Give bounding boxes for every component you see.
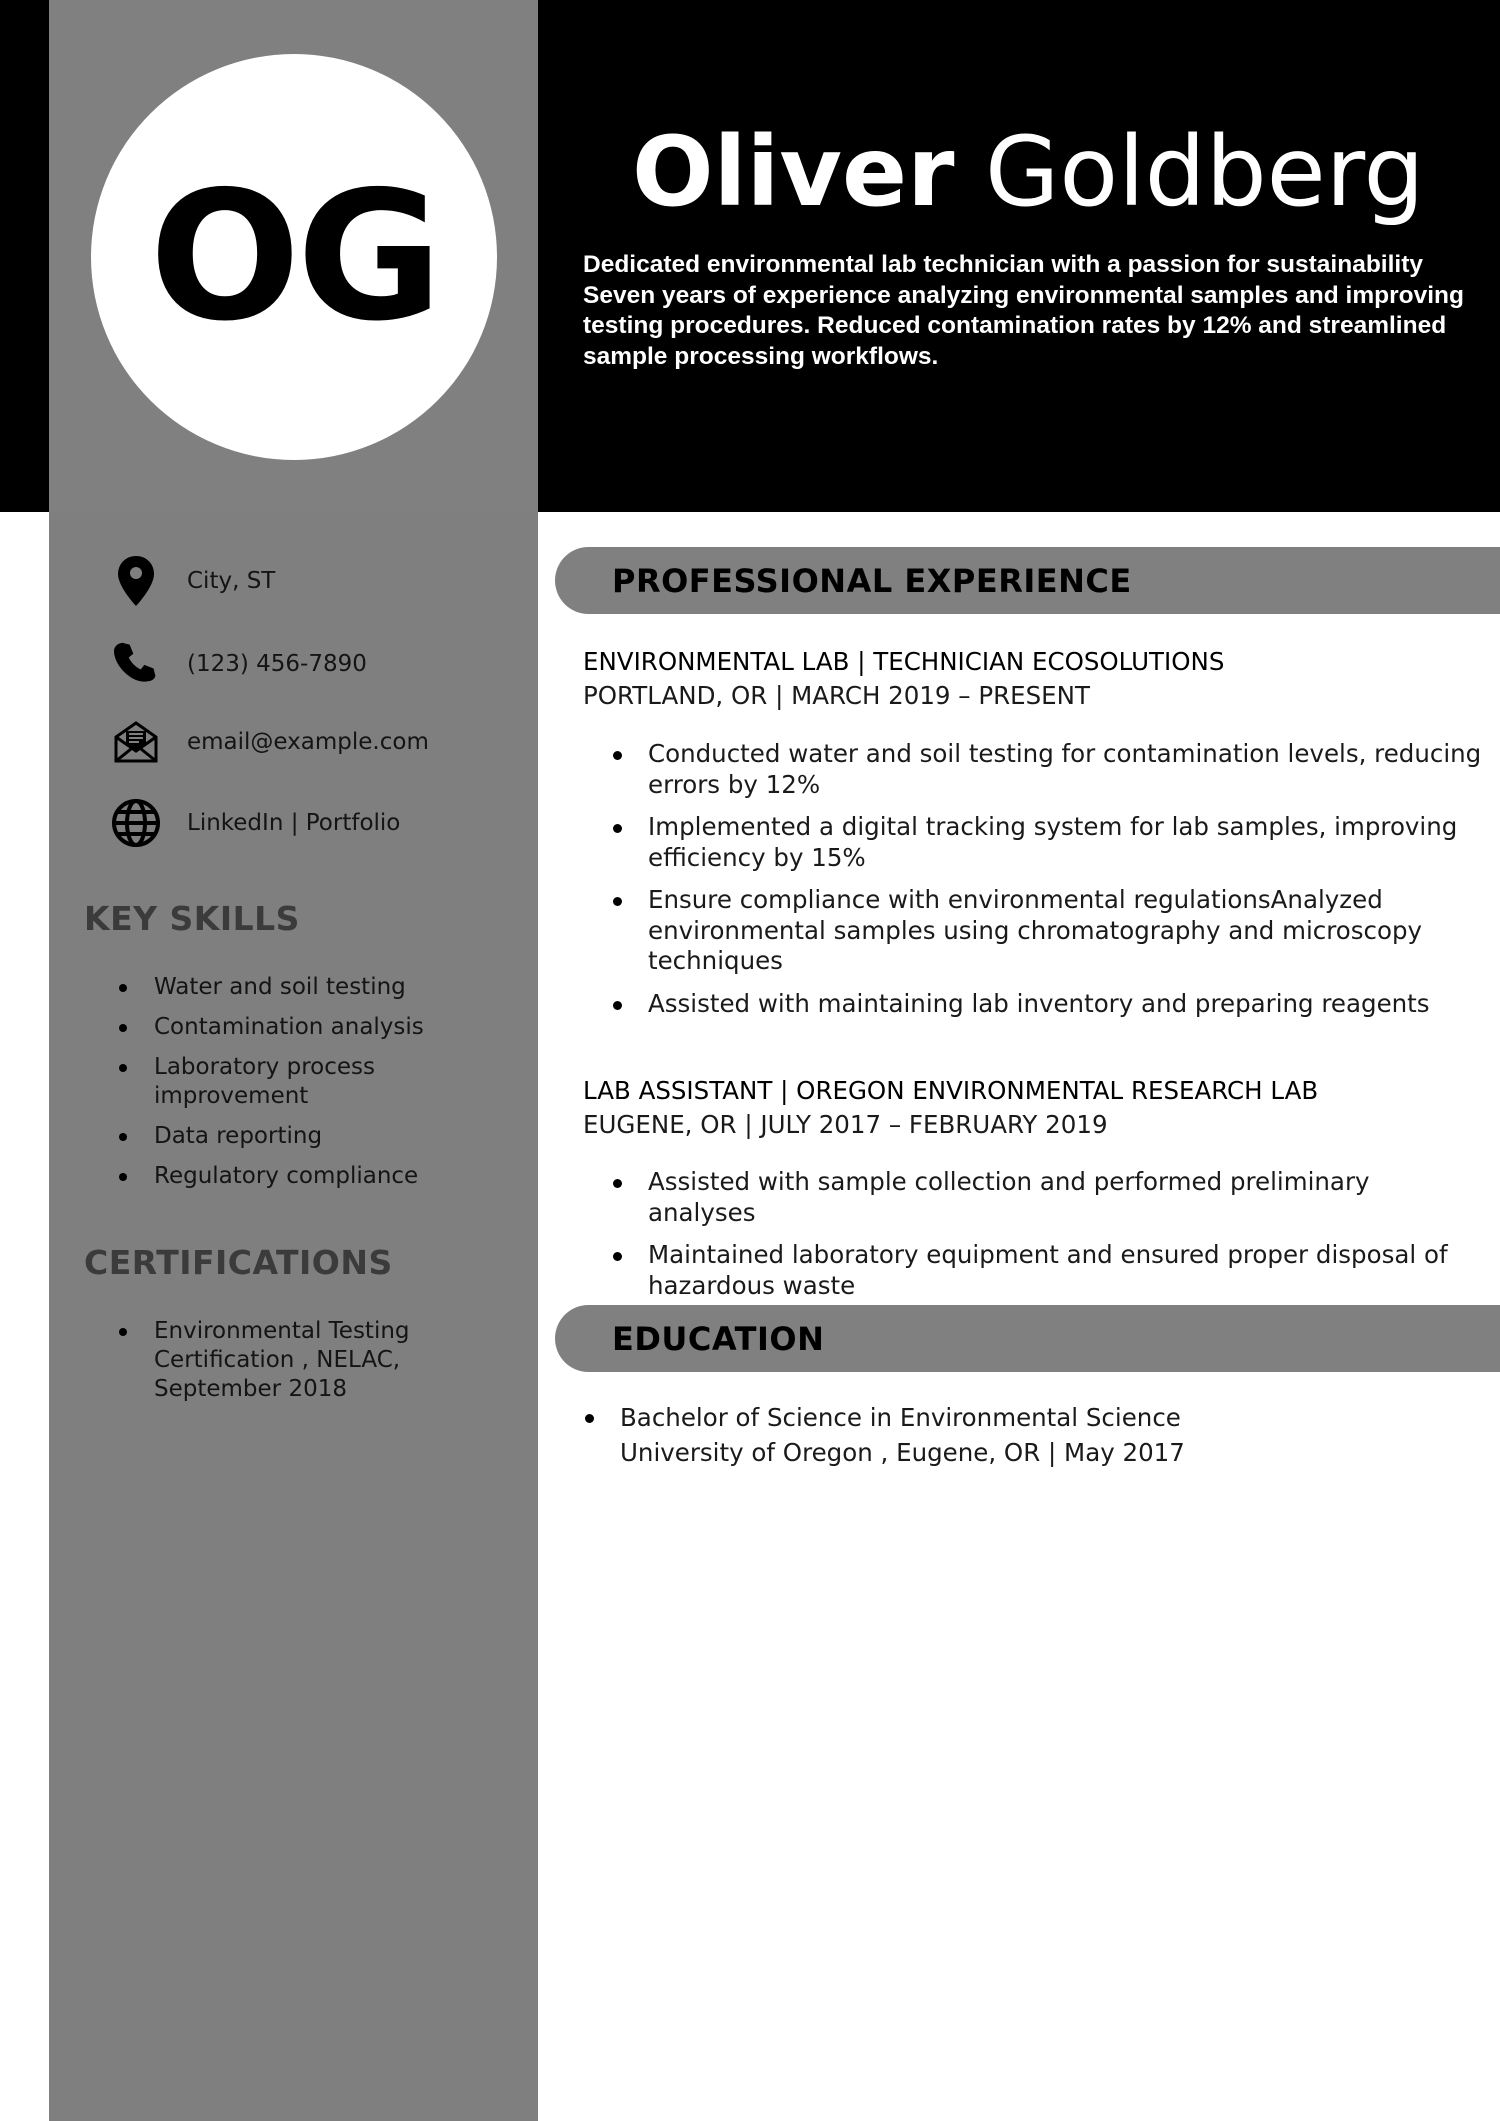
certification-item: Environmental Testing Certification , NELAC, September 2018 [84, 1317, 444, 1404]
last-name: Goldberg [984, 116, 1425, 228]
skill-item: Regulatory compliance [84, 1162, 504, 1191]
contact-links [110, 795, 400, 851]
job-location-dates: EUGENE, OR | JULY 2017 – FEBRUARY 2019 [583, 1110, 1108, 1139]
skill-item: Laboratory process improvement [84, 1053, 504, 1111]
education-heading: EDUCATION [612, 1319, 825, 1358]
skill-item: Data reporting [84, 1122, 504, 1151]
job-bullet: Maintained laboratory equipment and ensured proper disposal of hazardous waste [583, 1240, 1483, 1301]
skills-list [84, 973, 504, 1191]
map-pin-icon [110, 555, 162, 607]
first-name: Oliver [632, 116, 955, 228]
job-bullets [583, 739, 1483, 1031]
job-title: ENVIRONMENTAL LAB | TECHNICIAN ECOSOLUTIONS [583, 647, 1225, 676]
job-bullet: Assisted with sample collection and performed preliminary analyses [583, 1167, 1483, 1228]
location-text: City, ST [187, 568, 276, 594]
job-bullet: Implemented a digital tracking system for lab samples, improving efficiency by 15% [583, 812, 1483, 873]
education-section-band [555, 1305, 1500, 1372]
job-bullet: Ensure compliance with environmental regulationsAnalyzed environmental samples using chromatography and microscopy techniques [583, 885, 1483, 977]
monogram-text: OG [149, 153, 439, 360]
certifications-list [84, 1317, 444, 1404]
phone-icon [110, 638, 162, 690]
job-title: LAB ASSISTANT | OREGON ENVIRONMENTAL RESEARCH LAB [583, 1076, 1319, 1105]
skill-item: Contamination analysis [84, 1013, 504, 1042]
links-text[interactable]: LinkedIn | Portfolio [187, 810, 401, 836]
job-bullet: Assisted with maintaining lab inventory and preparing reagents [583, 989, 1483, 1020]
candidate-name [632, 116, 1425, 228]
skill-item: Water and soil testing [84, 973, 504, 1002]
globe-icon [110, 797, 162, 849]
email-text[interactable]: email@example.com [187, 729, 429, 755]
job-bullets [583, 1167, 1483, 1313]
experience-heading: PROFESSIONAL EXPERIENCE [612, 561, 1132, 600]
certifications-heading: CERTIFICATIONS [84, 1243, 393, 1282]
professional-summary: Dedicated environmental lab technician with a passion for sustainability Seven years of experience analyzing environmental samples and improving testing procedures. Reduced contamination rates by 12% and streamlined sample processing workflows. [583, 251, 1464, 370]
contact-email [110, 714, 429, 770]
contact-location [110, 553, 275, 609]
job-location-dates: PORTLAND, OR | MARCH 2019 – PRESENT [583, 681, 1090, 710]
degree: Bachelor of Science in Environmental Science [583, 1400, 1483, 1435]
job-bullet: Conducted water and soil testing for contamination levels, reducing errors by 12% [583, 739, 1483, 800]
phone-text: (123) 456-7890 [187, 651, 367, 677]
monogram-avatar [91, 54, 497, 460]
envelope-icon [110, 716, 162, 768]
education-entry [583, 1400, 1483, 1470]
contact-phone [110, 636, 367, 692]
experience-section-band [555, 547, 1500, 614]
school: University of Oregon , Eugene, OR | May 2017 [620, 1438, 1185, 1467]
skills-heading: KEY SKILLS [84, 899, 300, 938]
